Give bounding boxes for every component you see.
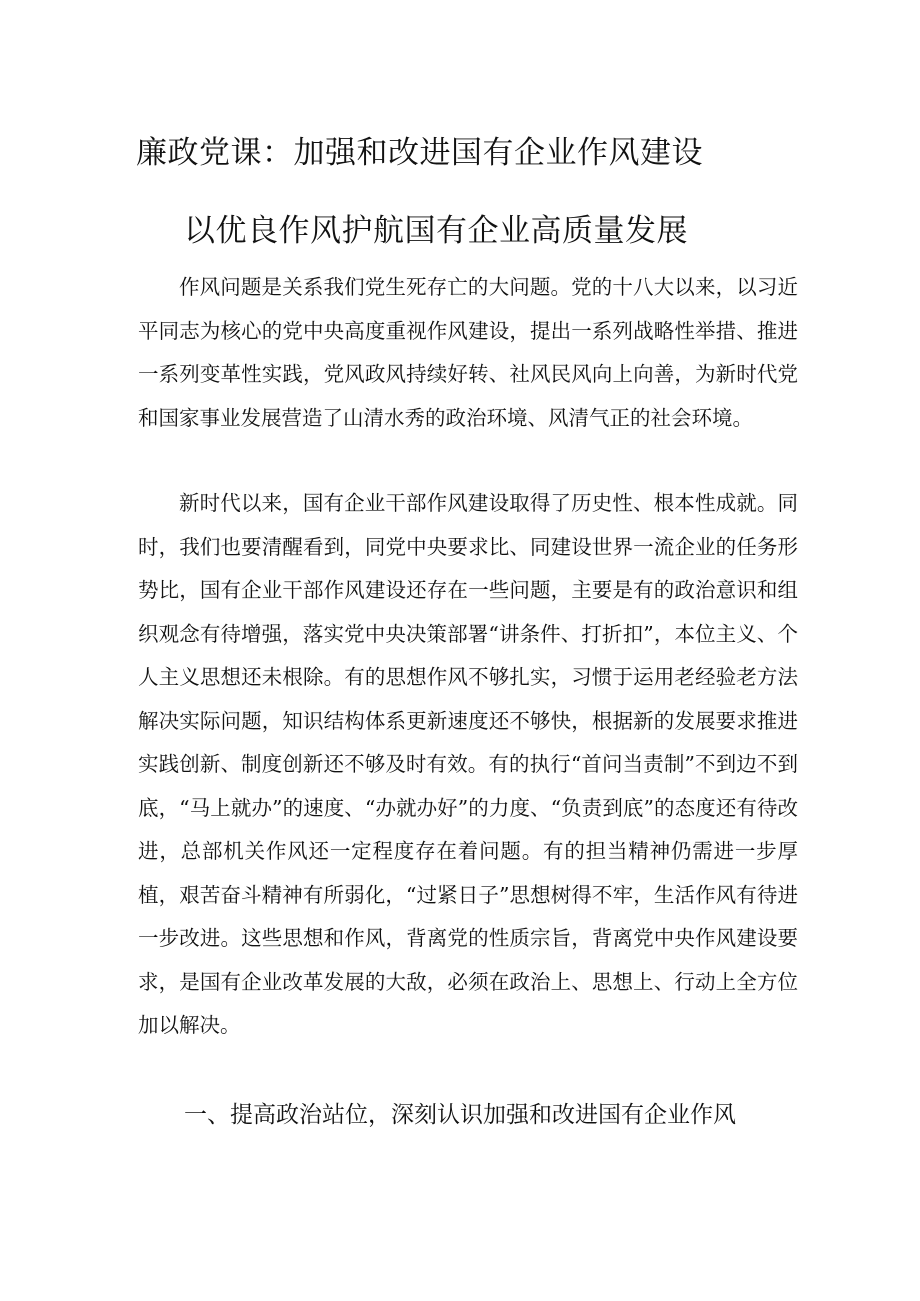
body-paragraph-2: 新时代以来，国有企业干部作风建设取得了历史性、根本性成就。同时，我们也要清醒看到，同党中央要求比、同建设世界一流企业的任务形势比，国有企业干部作风建设还存在一些问题，主要是有的政治意识和组织观念有待增强，落实党中央决策部署“讲条件、打折扣”，本位主义、个人主义思想还未根除。有的思想作风不够扎实，习惯于运用老经验老方法解决实际问题，知识结构体系更新速度还不够快，根据新的发展要求推进实践创新、制度创新还不够及时有效。有的执行“首问当责制”不到边不到底，“马上就办”的速度、“办就办好”的力度、“负责到底”的态度还有待改进，总部机关作风还一定程度存在着问题。有的担当精神仍需进一步厚植，艰苦奋斗精神有所弱化，“过紧日子”思想树得不牢，生活作风有待进一步改进。这些思想和作风，背离党的性质宗旨，背离党中央作风建设要求，是国有企业改革发展的大敌，必须在政治上、思想上、行动上全方位加以解决。 [138,491,798,1037]
document-subtitle: 以优良作风护航国有企业高质量发展 [184,213,688,249]
section-heading-1: 一、提高政治站位，深刻认识加强和改进国有企业作风 [184,1102,736,1128]
document-title: 廉政党课：加强和改进国有企业作风建设 [136,135,703,171]
body-paragraph-1: 作风问题是关系我们党生死存亡的大问题。党的十八大以来，以习近平同志为核心的党中央高度重视作风建设，提出一系列战略性举措、推进一系列变革性实践，党风政风持续好转、社风民风向上向善，为新时代党和国家事业发展营造了山清水秀的政治环境、风清气正的社会环境。 [138,275,798,430]
